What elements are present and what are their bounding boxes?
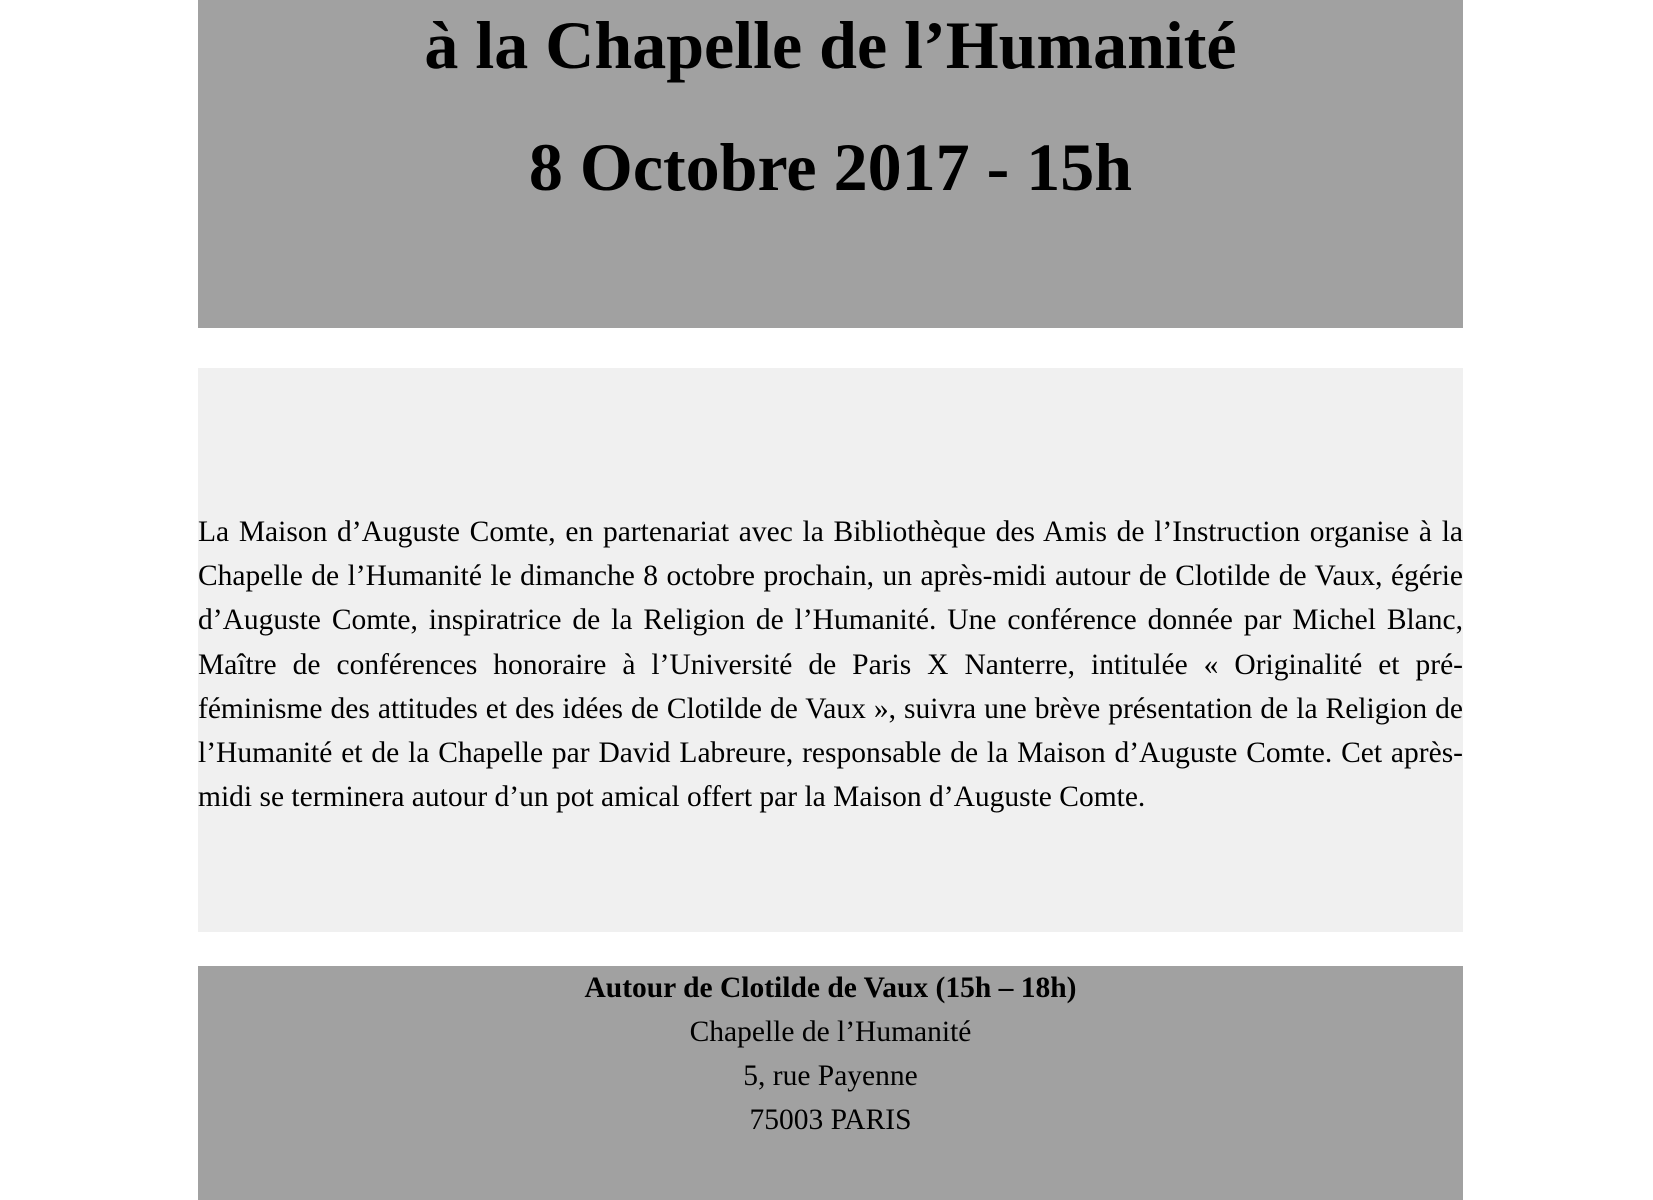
- title-venue-line: à la Chapelle de l’Humanité: [424, 7, 1237, 83]
- venue-city: 75003 PARIS: [749, 1104, 912, 1136]
- description-section: [198, 368, 1463, 932]
- description-paragraph: La Maison d’Auguste Comte, en partenariat avec la Bibliothèque des Amis de l’Instruction organise à la Chapelle de l’Humanité le dimanche 8 octobre prochain, un après-midi autour de Clotilde de Vaux, égérie d’Auguste Comte, inspiratrice de la Religion de l’Humanité. Une conférence donnée par Michel Blanc, Maître de conférences honoraire à l’Université de Paris X Nanterre, intitulée « Originalité et pré-féminisme des attitudes et des idées de Clotilde de Vaux », suivra une brève présentation de la Religion de l’Humanité et de la Chapelle par David Labreure, responsable de la Maison d’Auguste Comte. Cet après-midi se terminera autour d’un pot amical offert par la Maison d’Auguste Comte.: [198, 516, 1463, 814]
- event-title: Autour de Clotilde de Vaux (15h – 18h): [584, 972, 1077, 1004]
- venue-name: Chapelle de l’Humanité: [689, 1016, 972, 1048]
- event-details-banner: [198, 966, 1463, 1200]
- title-banner: [198, 0, 1463, 328]
- venue-street: 5, rue Payenne: [743, 1060, 918, 1092]
- title-date-line: 8 Octobre 2017 - 15h: [528, 129, 1133, 205]
